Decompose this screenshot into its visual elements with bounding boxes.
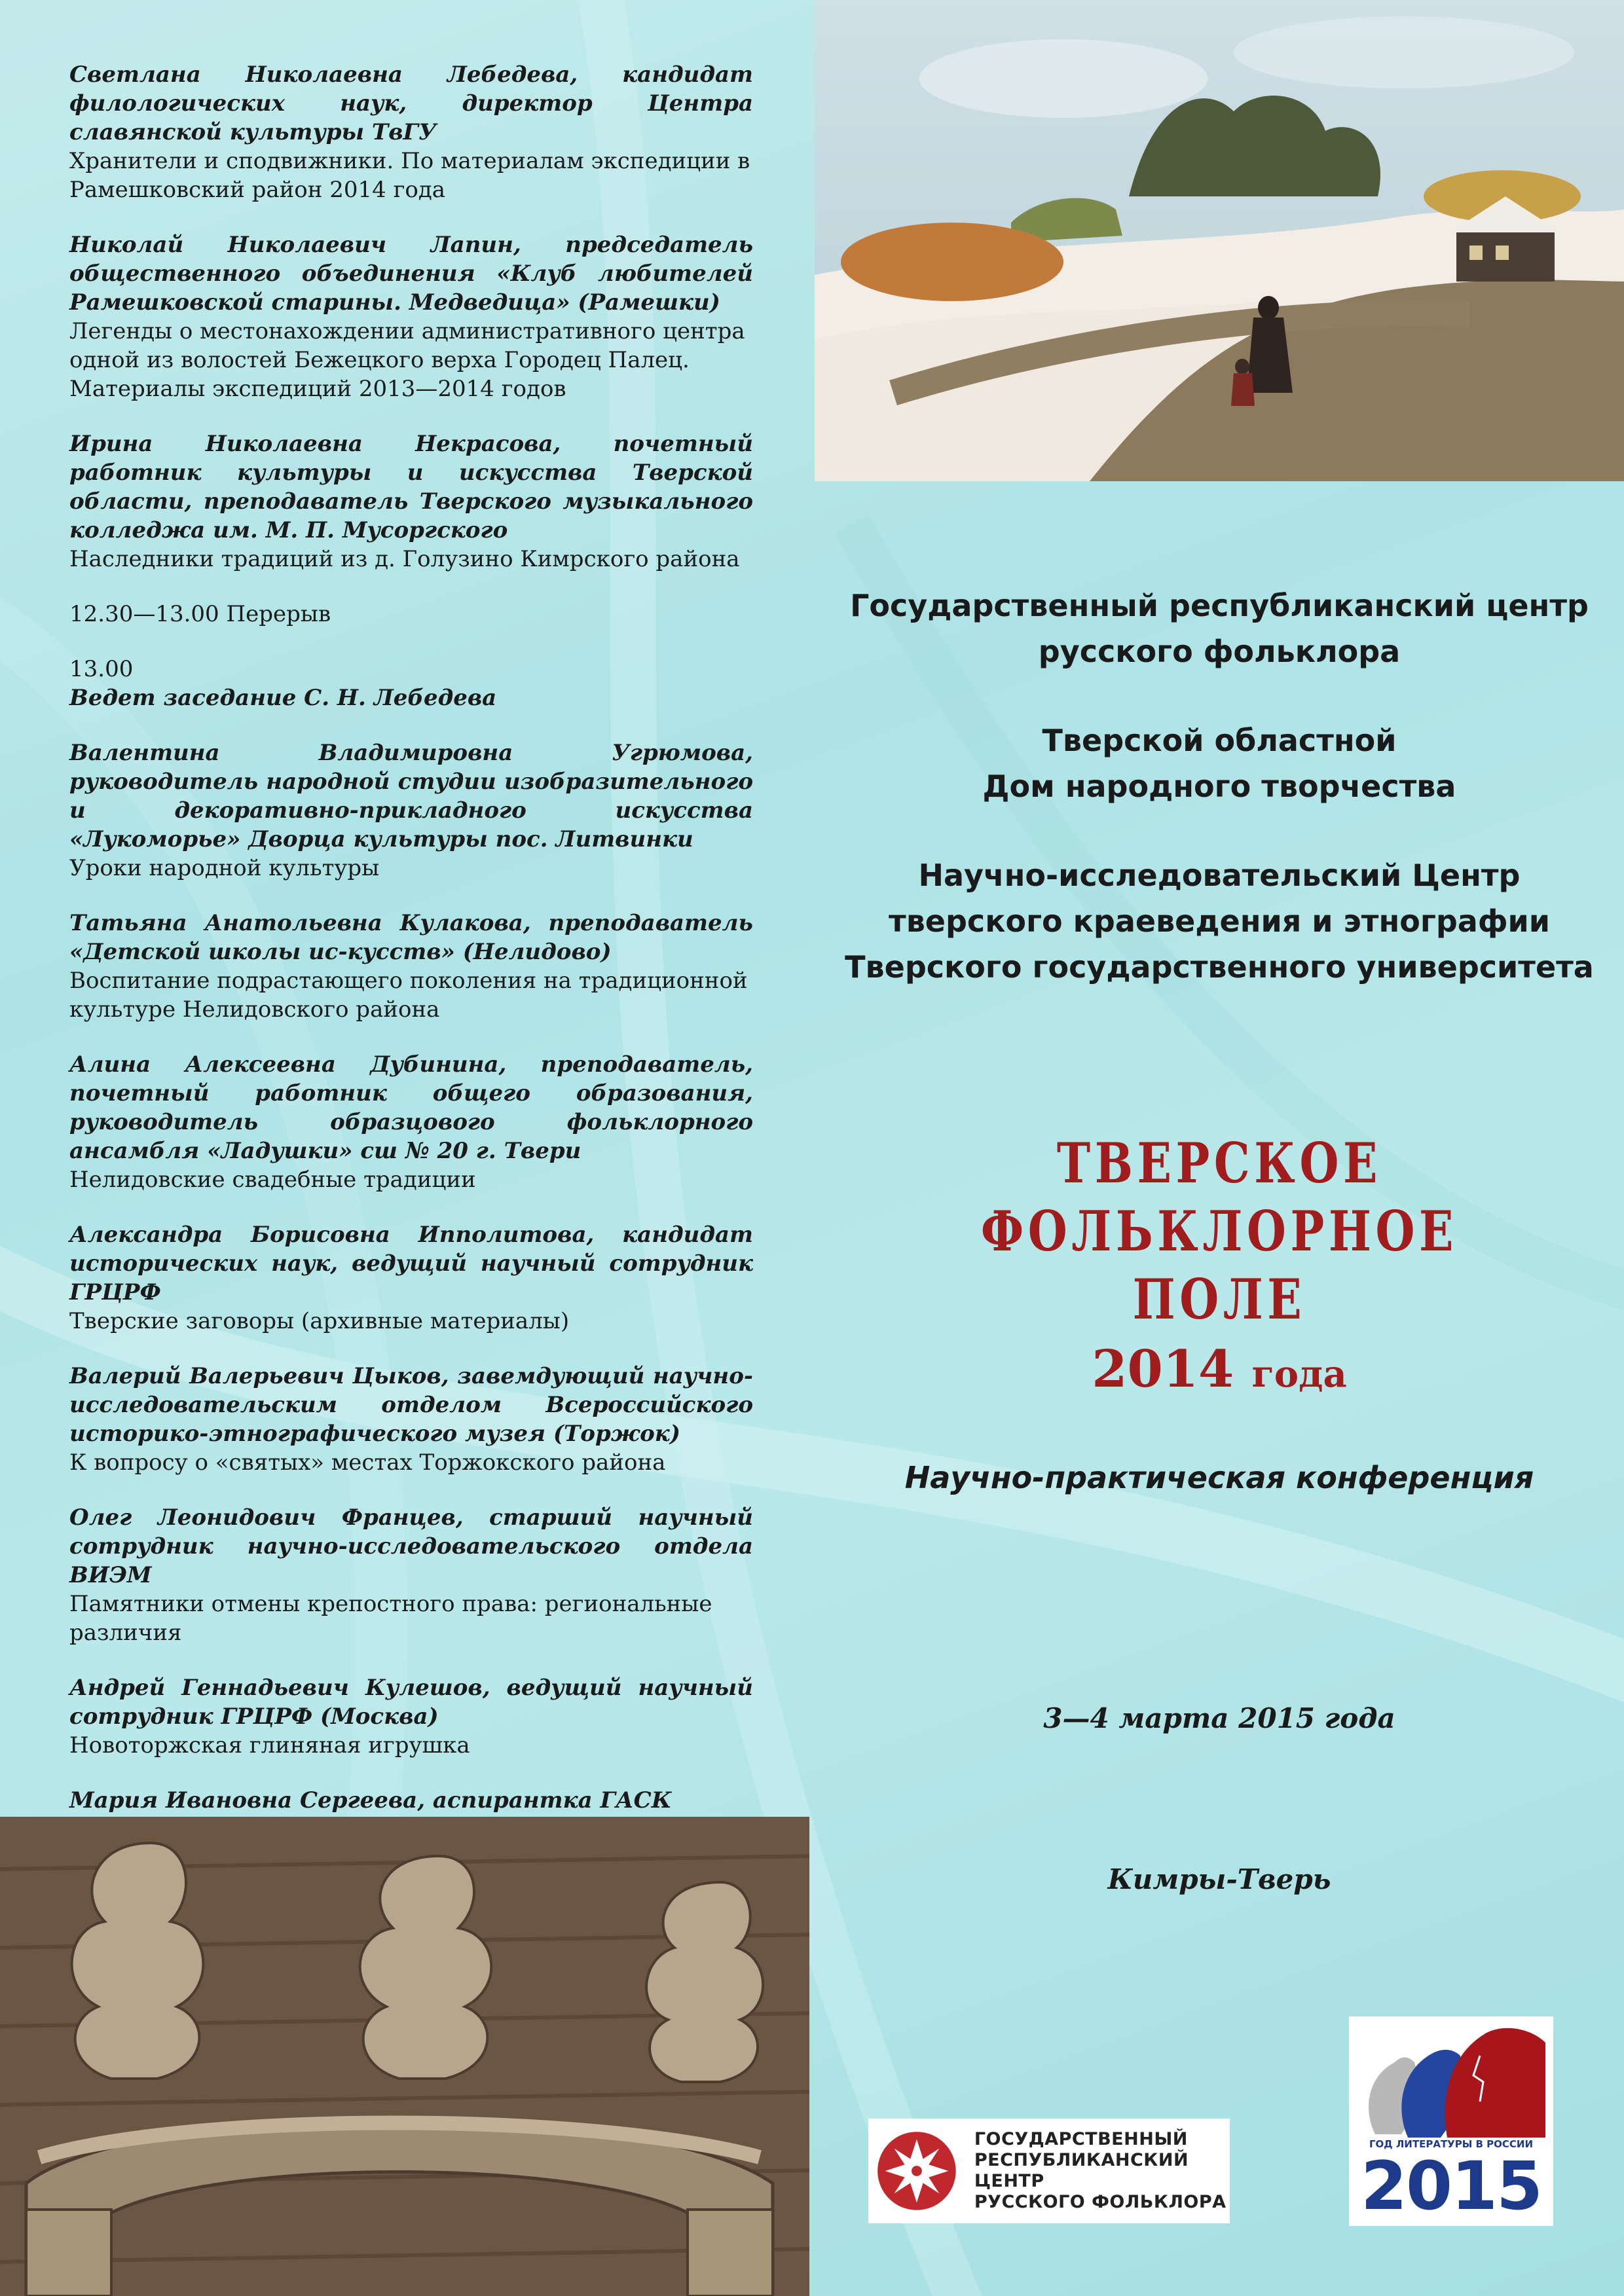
talk-topic: Хранители и сподвижники. По материалам экспедиции в Рамешковский район 2014 года (69, 148, 750, 203)
speaker-name: Олег Леонидович Францев (69, 1504, 456, 1531)
event-place: Кимры-Тверь (1107, 1863, 1331, 1895)
year-of-literature-number: 2015 (1361, 2147, 1541, 2225)
program-entries-morning (69, 60, 753, 574)
organizers-block (815, 583, 1624, 1033)
talk-topic: Новоторжская глиняная игрушка (69, 1732, 470, 1758)
organizer-line: Научно-исследовательский Центр (918, 858, 1521, 893)
program-entry (69, 1673, 753, 1760)
organizer-line: Тверской областной (1042, 723, 1397, 758)
speaker-role: , старший научный сотрудник научно-исследовательского отдела ВИЭМ (69, 1504, 754, 1588)
program-entry (69, 909, 753, 1024)
profiles-icon (1349, 2016, 1553, 2141)
talk-topic: Легенды о местонахождении административного центра одной из волостей Бежецкого верха Городец Палец. Материалы экспедиций 2013—2014 годов (69, 318, 745, 402)
program-entry (69, 738, 753, 883)
speaker-role: , кандидат филологических наук, директор Центра славянской культуры ТвГУ (69, 62, 753, 145)
speaker-role: , преподаватель «Детской школы ис-кусств» (Нелидово) (69, 910, 753, 965)
organizer-line: русского фольклора (1038, 634, 1401, 669)
speaker-name: Валерий Валерьевич Цыков (69, 1363, 441, 1389)
speaker (69, 1503, 753, 1590)
organizer-dnt (815, 718, 1624, 809)
title-year (815, 1334, 1624, 1410)
speaker-name: Татьяна Анатольевна Кулакова (69, 910, 523, 936)
speaker (69, 1220, 753, 1307)
talk-topic: Тверские заговоры (архивные материалы) (69, 1308, 570, 1334)
year-of-literature-logo (1349, 2016, 1553, 2226)
speaker-role: , почетный работник культуры и искусства Тверской области, преподаватель Тверского музыкального колледжа им. М. П. Мусоргского (69, 431, 753, 543)
speaker (69, 1673, 753, 1731)
organizer-tvgu (815, 852, 1624, 990)
talk-topic: Памятники отмены крепостного права: региональные различия (69, 1591, 712, 1646)
speaker-name: Николай Николаевич Лапин (69, 232, 513, 258)
talk-topic: К вопросу о «святых» местах Торжокского района (69, 1449, 666, 1476)
speaker-name: Андрей Геннадьевич Кулешов (69, 1675, 483, 1701)
speaker (69, 60, 753, 147)
speaker-role: , ведущий научный сотрудник ГРЦРФ (Москва) (69, 1675, 753, 1730)
speaker-role: , председатель общественного объединения «Клуб любителей Рамешковской старины. Медведица» (Рамешки) (69, 232, 753, 316)
event-title (815, 1129, 1624, 1410)
speaker-name: Алина Алексеевна Дубинина (69, 1051, 499, 1078)
speaker-role: , кандидат исторических наук, ведущий научный сотрудник ГРЦРФ (69, 1222, 753, 1305)
program-entry (69, 1050, 753, 1194)
break-line: 12.30—13.00 Перерыв (69, 601, 331, 627)
program-entry (69, 1503, 753, 1647)
program-column (69, 60, 753, 1899)
title-line-1: ТВЕРСКОЕ (1056, 1131, 1382, 1195)
speaker (69, 1362, 753, 1448)
grcrf-logo (868, 2119, 1230, 2223)
speaker (69, 429, 753, 545)
speaker (69, 909, 753, 966)
session-time: 13.00 (69, 656, 134, 682)
program-entries-afternoon (69, 738, 753, 1844)
wooden-carving-photo (0, 1817, 809, 2296)
speaker-name: Валентина Владимировна Угрюмова (69, 740, 746, 766)
speaker-name: Ирина Николаевна Некрасова (69, 431, 553, 457)
speaker-name: Александра Борисовна Ипполитова (69, 1222, 587, 1248)
title-line-2: ФОЛЬКЛОРНОЕ ПОЛЕ (980, 1199, 1458, 1332)
speaker-name: Мария Ивановна Сергеева (69, 1787, 418, 1813)
organizer-line: Государственный республиканский центр (850, 588, 1589, 623)
speaker (69, 1786, 753, 1815)
talk-topic: Уроки народной культуры (69, 855, 380, 881)
year-number: 2014 (1092, 1339, 1234, 1399)
speaker-role: , аспирантка ГАСК (417, 1787, 672, 1813)
speaker-role: , завемдующий научно-исследовательским отделом Всероссийского историко-этнографического музея (Торжок) (69, 1363, 753, 1447)
talk-topic: Наследники традиций из д. Голузино Кимрского района (69, 546, 740, 572)
program-entry (69, 1362, 753, 1477)
speaker-name: Светлана Николаевна Лебедева (69, 62, 570, 88)
program-entry (69, 230, 753, 403)
speaker (69, 230, 753, 317)
organizer-line: Тверского государственного университета (845, 949, 1594, 985)
speaker-role: , преподаватель, почетный работник общего образования, руководитель образцового фольклорного ансамбля «Ладушки» сш № 20 г. Твери (69, 1051, 753, 1164)
logo-text-line: РЕСПУБЛИКАНСКИЙ ЦЕНТР (974, 2150, 1189, 2191)
talk-topic: Нелидовские свадебные традиции (69, 1167, 476, 1193)
landscape-painting (815, 0, 1624, 481)
program-entry (69, 429, 753, 574)
conference-type: Научно-практическая конференция (904, 1460, 1534, 1495)
speaker (69, 738, 753, 854)
session-chair: Ведет заседание С. Н. Лебедева (69, 685, 497, 711)
organizer-grcrf (815, 583, 1624, 674)
talk-topic: Воспитание подрастающего поколения на традиционной культуре Нелидовского района (69, 968, 748, 1023)
program-entry (69, 60, 753, 204)
logo-text-line: РУССКОГО ФОЛЬКЛОРА (974, 2192, 1227, 2212)
grcrf-logo-text (974, 2129, 1230, 2213)
year-suffix: года (1251, 1353, 1347, 1396)
logo-text-line: ГОСУДАРСТВЕННЫЙ (974, 2129, 1188, 2149)
speaker (69, 1050, 753, 1165)
program-entry (69, 1220, 753, 1336)
year-of-literature-caption: ГОД ЛИТЕРАТУРЫ В РОССИИ (1369, 2138, 1534, 2150)
event-dates: 3—4 марта 2015 года (1043, 1702, 1395, 1734)
speaker-role: , руководитель народной студии изобразительного и декоративно-прикладного искусства «Лукоморье» Дворца культуры пос. Литвинки (69, 740, 753, 852)
organizer-line: Дом народного творчества (982, 769, 1456, 804)
folk-star-icon (874, 2122, 960, 2220)
organizer-line: тверского краеведения и этнографии (889, 903, 1550, 939)
